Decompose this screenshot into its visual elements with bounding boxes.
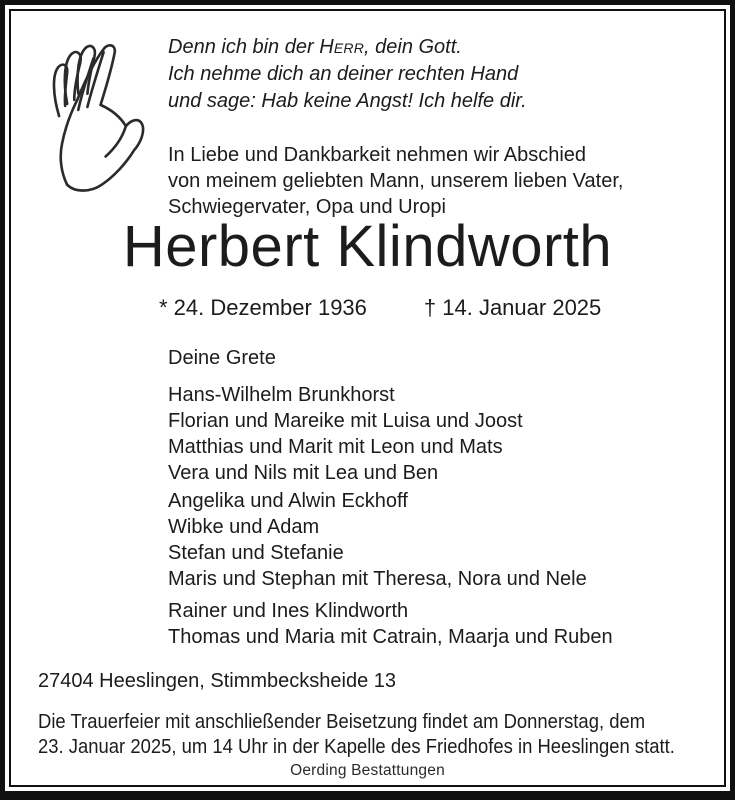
scripture-quote (168, 34, 527, 115)
quote-line: Denn ich bin der Herr, dein Gott. (168, 36, 462, 58)
farewell-line: von meinem geliebten Mann, unserem lieben Vater, (168, 170, 624, 192)
funeral-info (38, 709, 675, 759)
funeral-info-line: 23. Januar 2025, um 14 Uhr in der Kapelle des Friedhofes in Heeslingen statt. (38, 735, 675, 758)
farewell-line: Schwiegervater, Opa und Uropi (168, 196, 446, 218)
mourner-line: Vera und Nils mit Lea und Ben (168, 462, 439, 484)
mourner-group (168, 382, 523, 486)
deceased-name: Herbert Klindworth (122, 214, 613, 279)
death-date: † 14. Januar 2025 (423, 295, 602, 320)
life-dates (159, 295, 601, 321)
farewell-line: In Liebe und Dankbarkeit nehmen wir Abschied (168, 144, 587, 166)
mourner-line: Wibke und Adam (168, 516, 320, 538)
mourner-line: Thomas und Maria mit Catrain, Maarja und Ruben (168, 626, 613, 648)
mourner-group (168, 488, 587, 592)
mourner-line: Angelika und Alwin Eckhoff (168, 490, 408, 512)
mourner-line: Florian und Mareike mit Luisa und Joost (168, 410, 523, 432)
funeral-info-line: Die Trauerfeier mit anschließender Beisetzung findet am Donnerstag, dem (38, 710, 646, 733)
quote-line: Ich nehme dich an deiner rechten Hand (168, 63, 519, 85)
address-line: 27404 Heeslingen, Stimmbecksheide 13 (38, 670, 396, 692)
quote-line: und sage: Hab keine Angst! Ich helfe dir. (168, 90, 527, 112)
praying-hands-icon (35, 31, 155, 201)
farewell-text (168, 142, 623, 220)
mourner-line: Hans-Wilhelm Brunkhorst (168, 384, 395, 406)
funeral-home-name: Oerding Bestattungen (290, 762, 445, 779)
death-notice-inner-frame (9, 9, 726, 787)
birth-date: * 24. Dezember 1936 (159, 295, 367, 320)
mourner-line: Maris und Stephan mit Theresa, Nora und Nele (168, 568, 587, 590)
mourner-line: Matthias und Marit mit Leon und Mats (168, 436, 503, 458)
lord-smallcaps: Herr (319, 36, 365, 58)
salutation: Deine Grete (168, 347, 276, 369)
mourner-line: Stefan und Stefanie (168, 542, 344, 564)
mourner-line: Rainer und Ines Klindworth (168, 600, 409, 622)
mourner-group (168, 598, 613, 650)
